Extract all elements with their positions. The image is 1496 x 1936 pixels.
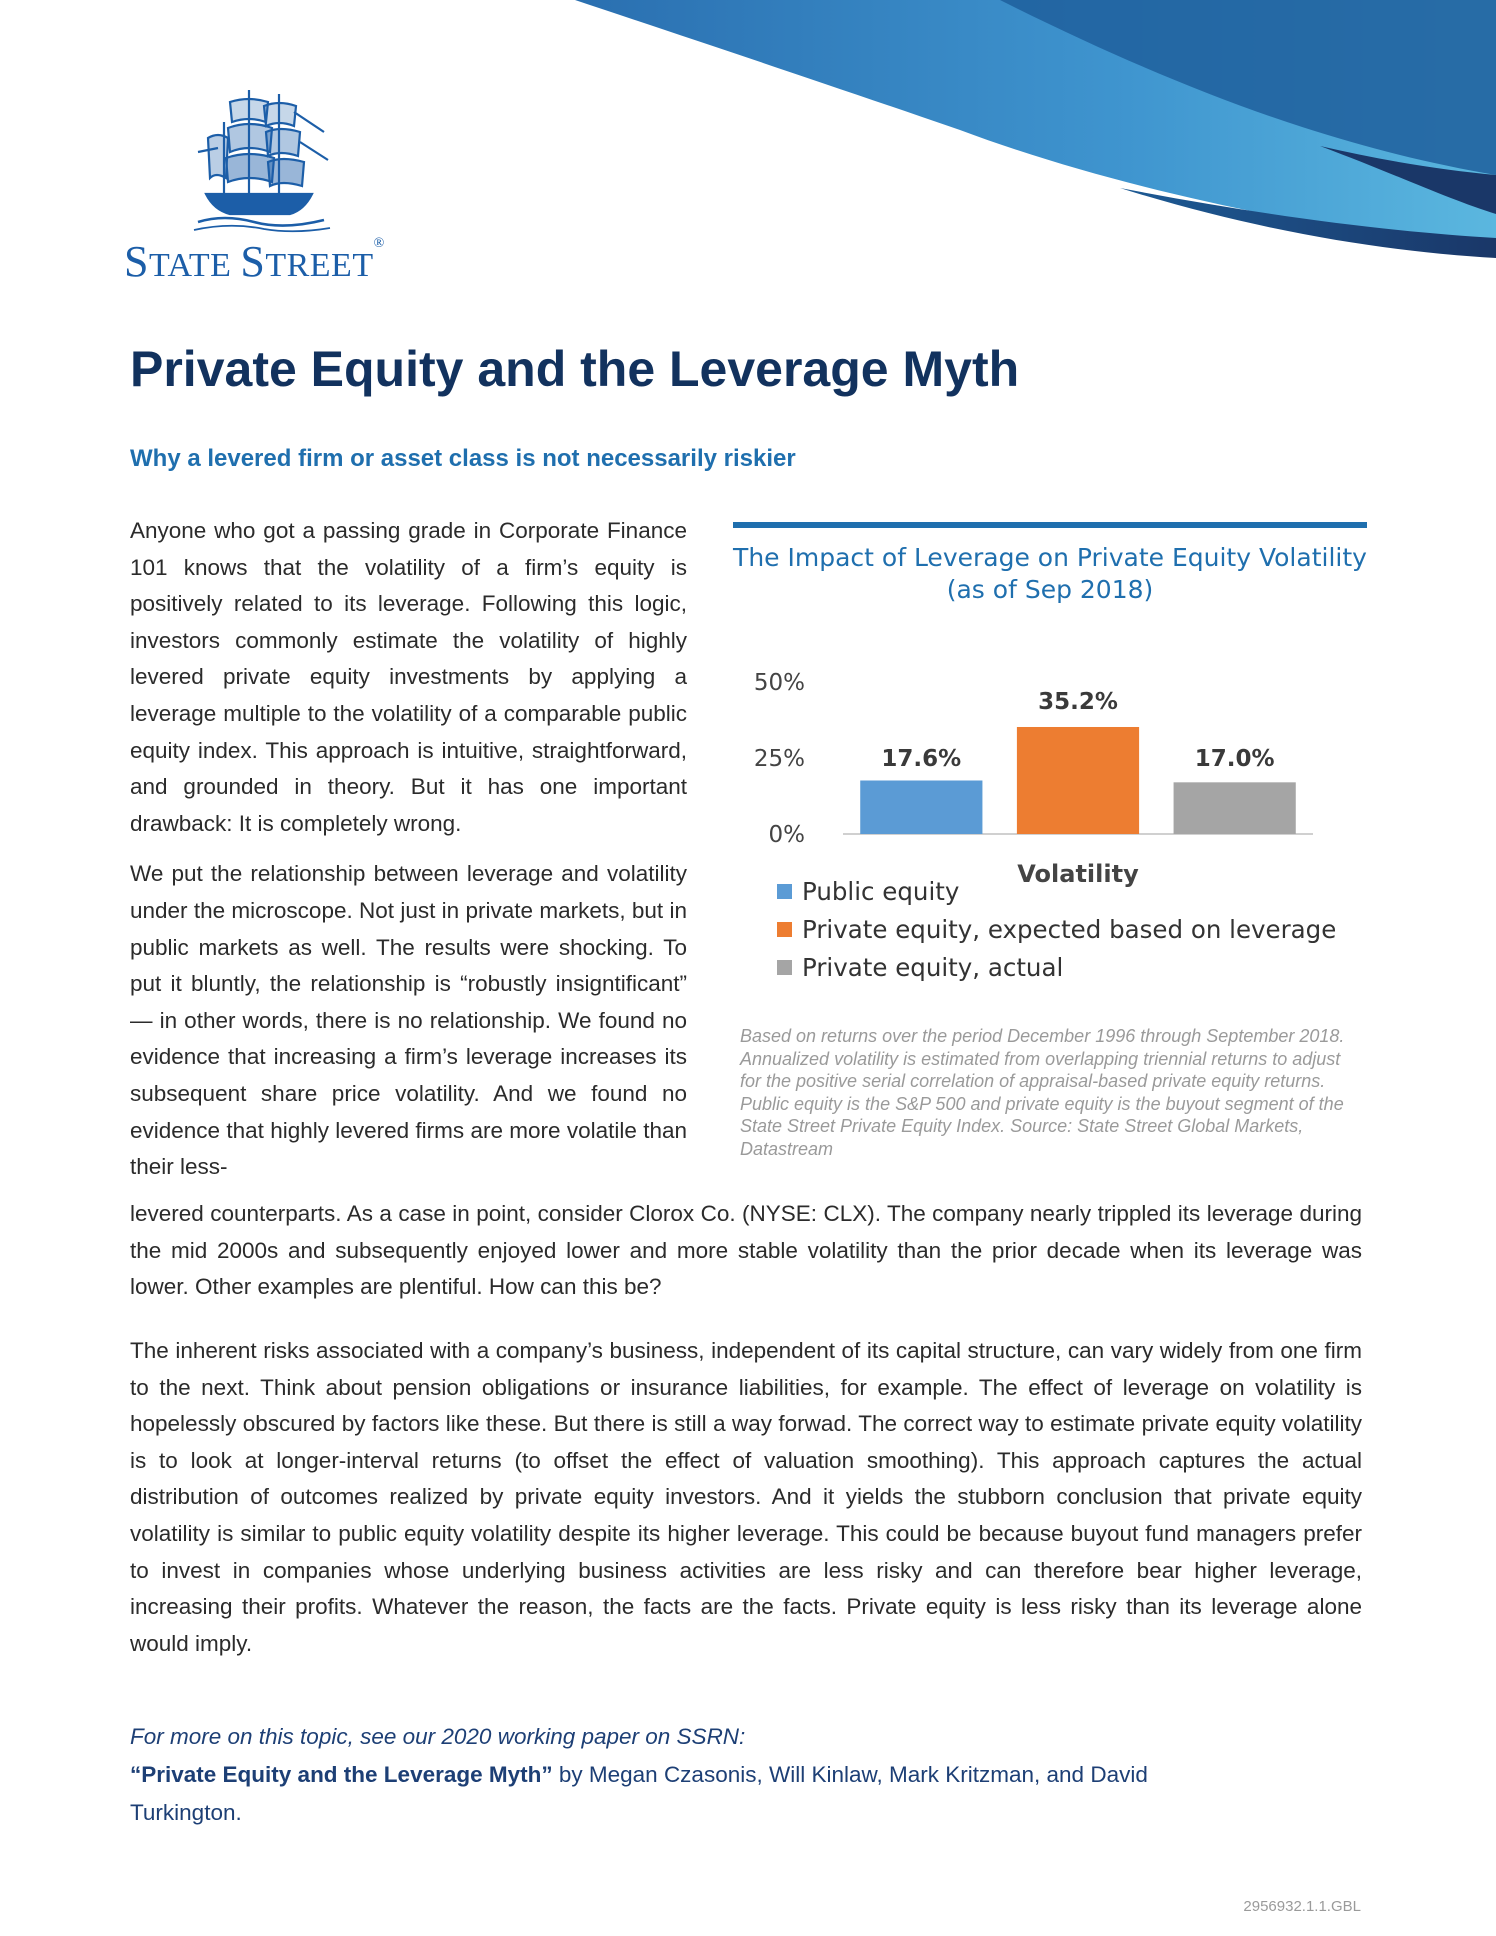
- paper-title: “Private Equity and the Leverage Myth”: [130, 1762, 553, 1787]
- page-subtitle: Why a levered firm or asset class is not necessarily riskier: [130, 445, 796, 472]
- paper-authors: by Megan Czasonis, Will Kinlaw, Mark Kritzman, and David Turkington.: [130, 1762, 1148, 1825]
- bar-3: [1174, 782, 1296, 834]
- bar-data-label: 17.0%: [1194, 746, 1275, 772]
- chart-caption: Based on returns over the period December 1996 through September 2018. Annualized volatility is estimated from overlapping triennial returns to adjust for the positive serial correlation of appraisal-based private equity returns. Public equity is the S&P 500 and private equity is the buyout segment of the State Street Private Equity Index. Source: State Street Global Markets, Datastream: [740, 1026, 1345, 1159]
- legend-label: Public equity: [802, 876, 960, 906]
- legend-swatch: [777, 922, 792, 937]
- chart-title: The Impact of Leverage on Private Equity Volatility (as of Sep 2018): [733, 543, 1367, 604]
- y-tick-label: 25%: [753, 746, 805, 772]
- paragraph-2-continued: [130, 1196, 1362, 1306]
- bar-data-label: 35.2%: [1038, 688, 1118, 715]
- logo-wordmark: STATE STREET®: [124, 236, 385, 286]
- bar-2: [1017, 727, 1139, 834]
- x-axis-label: Volatility: [1017, 860, 1139, 888]
- y-tick-label: 0%: [768, 822, 805, 848]
- legend-swatch: [777, 960, 792, 975]
- legend-item: [777, 910, 1336, 948]
- paragraph-3: [130, 1333, 1362, 1662]
- legend-swatch: [777, 884, 792, 899]
- footer-note: [130, 1718, 1230, 1832]
- bar-data-label: 17.6%: [881, 746, 962, 772]
- paragraph-2-continued-text: levered counterparts. As a case in point, consider Clorox Co. (NYSE: CLX). The company nearly trippled its leverage during the mid 2000s and subsequently enjoyed lower and more stable volatility than the prior decade when its leverage was lower. Other examples are plentiful. How can this be?: [130, 1201, 1362, 1300]
- left-column-text: [130, 513, 687, 1186]
- paragraph-3-text: The inherent risks associated with a company’s business, independent of its capital structure, can vary widely from one firm to the next. Think about pension obligations or insurance liabilities, for example. The effect of leverage on volatility is hopelessly obscured by factors like these. But there is still a way forwad. The correct way to estimate private equity volatility is to look at longer-interval returns (to offset the effect of valuation smoothing). This approach captures the actual distribution of outcomes realized by private equity investors. And it yields the stubborn conclusion that private equity volatility is similar to public equity volatility despite its higher leverage. This could be because buyout fund managers prefer to invest in companies whose underlying business activities are less risky and can therefore bear higher leverage, increasing their profits. Whatever the reason, the facts are the facts. Private equity is less risky than its leverage alone would imply.: [130, 1338, 1362, 1656]
- paragraph-1: Anyone who got a passing grade in Corporate Finance 101 knows that the volatility of a firm’s equity is positively related to its leverage. Following this logic, investors commonly estimate the volatility of highly levered private equity investments by applying a leverage multiple to the volatility of a comparable public equity index. This approach is intuitive, straightforward, and grounded in theory. But it has one important drawback: It is completely wrong.: [130, 518, 687, 836]
- document-id: 2956932.1.1.GBL: [1243, 1898, 1361, 1915]
- page-title: Private Equity and the Leverage Myth: [130, 341, 1020, 397]
- state-street-logo: [124, 82, 404, 287]
- y-tick-label: 50%: [753, 670, 805, 696]
- sailing-ship-icon: [194, 82, 334, 232]
- legend-label: Private equity, expected based on leverage: [802, 914, 1337, 944]
- bar-chart-svg: [733, 612, 1367, 888]
- legend-label: Private equity, actual: [802, 952, 1064, 982]
- leverage-volatility-chart: [733, 522, 1367, 982]
- chart-legend: [777, 872, 1336, 986]
- paragraph-2-start: We put the relationship between leverage and volatility under the microscope. Not just in private markets, but in public markets as well. The results were shocking. To put it bluntly, the relationship is “robustly insigntificant” — in other words, there is no relationship. We found no evidence that increasing a firm’s leverage increases its subsequent share price volatility. And we found no evidence that highly levered firms are more volatile than their less-: [130, 861, 687, 1180]
- chart-top-rule: [733, 522, 1367, 528]
- legend-item: [777, 948, 1336, 986]
- legend-item: [777, 872, 1336, 910]
- footer-intro: For more on this topic, see our 2020 working paper on SSRN:: [130, 1724, 746, 1749]
- bar-1: [860, 780, 982, 834]
- footer-citation: [130, 1756, 1230, 1832]
